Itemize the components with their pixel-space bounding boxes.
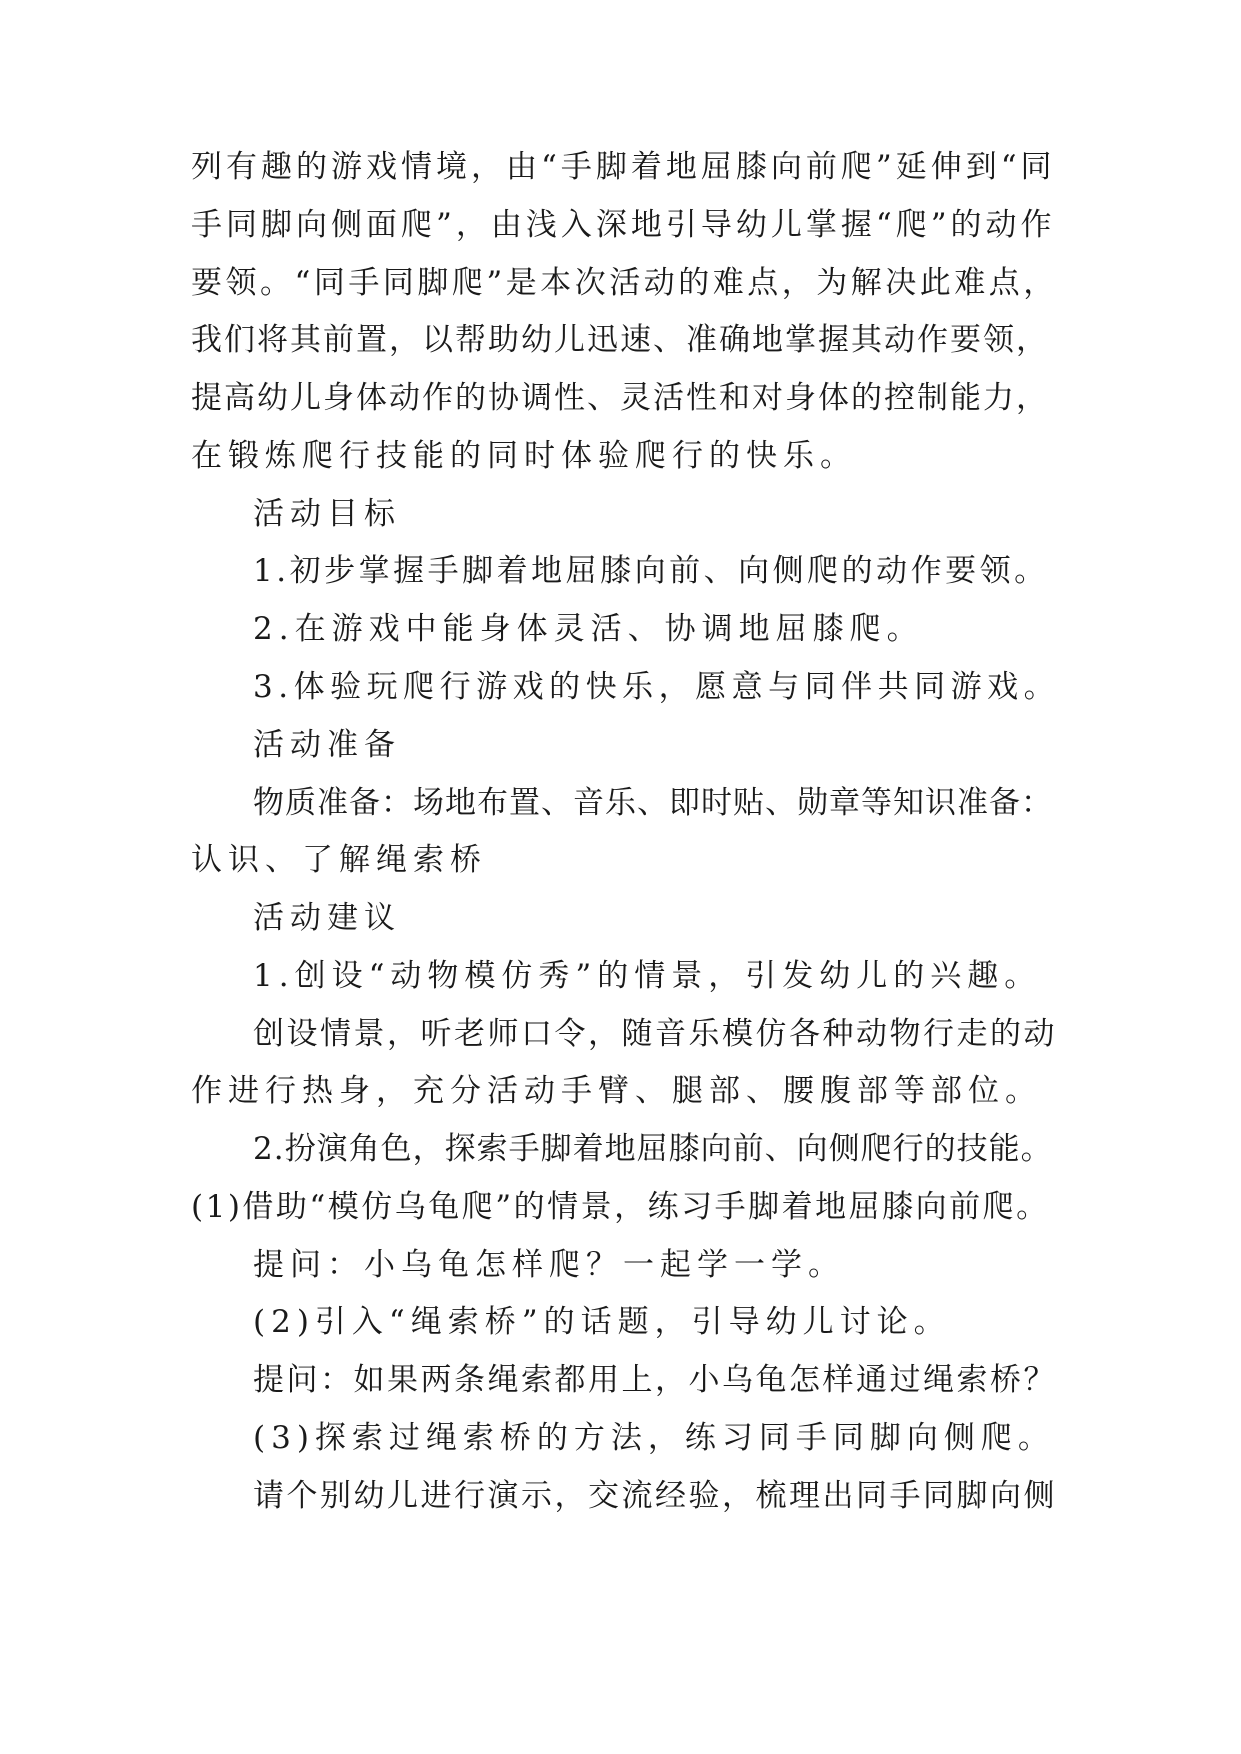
text-line-6: 在锻炼爬行技能的同时体验爬行的快乐。 <box>191 438 857 474</box>
text-line-24: 请个别幼儿进行演示，交流经验，梳理出同手同脚向侧 <box>253 1478 1057 1514</box>
text-line-3: 要领。“同手同脚爬”是本次活动的难点，为解决此难点， <box>191 265 1058 301</box>
list-item-goal-1: 1.初步掌握手脚着地屈膝向前、向侧爬的动作要领。 <box>253 553 1049 589</box>
text-line-1: 列有趣的游戏情境，由“手脚着地屈膝向前爬”延伸到“同 <box>191 149 1056 185</box>
question-2: 提问：如果两条绳索都用上，小乌龟怎样通过绳索桥？ <box>253 1362 1057 1398</box>
section-heading-preparation: 活动准备 <box>253 727 401 763</box>
text-line-12: 物质准备：场地布置、音乐、即时贴、勋章等知识准备： <box>253 785 1053 821</box>
question-1: 提问：小乌龟怎样爬？一起学一学。 <box>253 1247 845 1283</box>
sub-item-1: (1)借助“模仿乌龟爬”的情景，练习手脚着地屈膝向前爬。 <box>191 1189 1050 1225</box>
list-item-suggestion-2: 2.扮演角色，探索手脚着地屈膝向前、向侧爬行的技能。 <box>253 1131 1053 1167</box>
section-heading-suggestions: 活动建议 <box>253 900 401 936</box>
section-heading-goals: 活动目标 <box>253 496 401 532</box>
list-item-goal-3: 3.体验玩爬行游戏的快乐，愿意与同伴共同游戏。 <box>253 669 1061 705</box>
text-line-16: 创设情景，听老师口令，随音乐模仿各种动物行走的动 <box>253 1016 1057 1052</box>
text-line-5: 提高幼儿身体动作的协调性、灵活性和对身体的控制能力， <box>191 380 1049 416</box>
list-item-suggestion-1: 1.创设“动物模仿秀”的情景，引发幼儿的兴趣。 <box>253 958 1042 994</box>
text-line-2: 手同脚向侧面爬”，由浅入深地引导幼儿掌握“爬”的动作 <box>191 207 1056 243</box>
text-line-17: 作进行热身，充分活动手臂、腿部、腰腹部等部位。 <box>191 1073 1042 1109</box>
text-line-13: 认识、了解绳索桥 <box>191 842 487 878</box>
text-line-4: 我们将其前置，以帮助幼儿迅速、准确地掌握其动作要领， <box>191 322 1049 358</box>
sub-item-2: (2)引入“绳索桥”的话题，引导幼儿讨论。 <box>253 1304 951 1340</box>
list-item-goal-2: 2.在游戏中能身体灵活、协调地屈膝爬。 <box>253 611 924 647</box>
sub-item-3: (3)探索过绳索桥的方法，练习同手同脚向侧爬。 <box>253 1420 1055 1456</box>
